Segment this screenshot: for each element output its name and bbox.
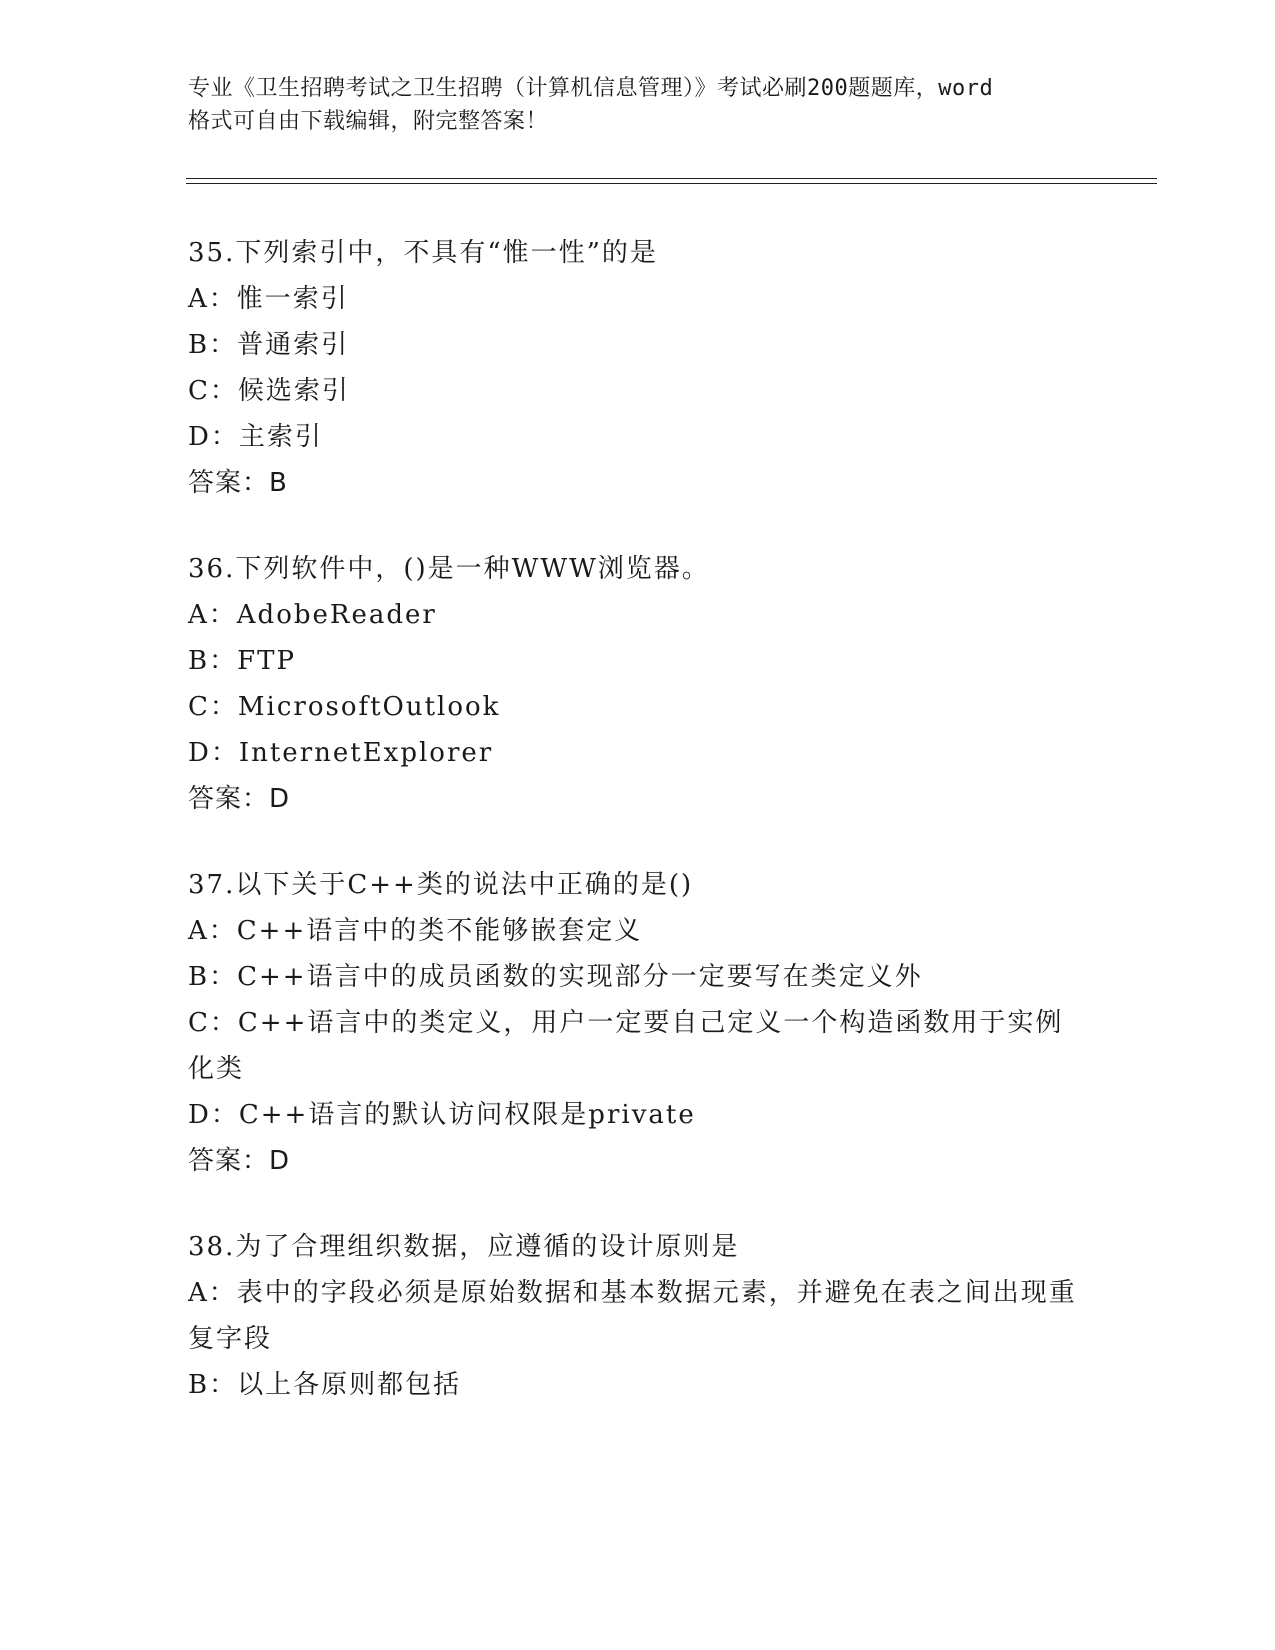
answer: 答案：B: [188, 468, 288, 498]
question-stem: 35.下列索引中，不具有“惟一性”的是: [188, 238, 658, 268]
question-37: [188, 862, 1088, 1184]
question-35: [188, 230, 1088, 506]
question-36: [188, 546, 1088, 822]
option-b: B：FTP: [188, 646, 296, 676]
question-38: [188, 1224, 1088, 1408]
option-b: B：普通索引: [188, 330, 350, 360]
option-a: A：表中的字段必须是原始数据和基本数据元素，并避免在表之间出现重复字段: [188, 1278, 1077, 1354]
question-stem: 38.为了合理组织数据，应遵循的设计原则是: [188, 1232, 740, 1262]
header-divider-top: [186, 178, 1157, 179]
option-c: C：候选索引: [188, 376, 350, 406]
option-a: A：惟一索引: [188, 284, 349, 314]
option-b: B：C++语言中的成员函数的实现部分一定要写在类定义外: [188, 962, 923, 992]
answer: 答案：D: [188, 784, 291, 814]
option-c: C：MicrosoftOutlook: [188, 692, 501, 722]
answer: 答案：D: [188, 1146, 291, 1176]
option-a: A：AdobeReader: [188, 600, 437, 630]
header-line-2: 格式可自由下载编辑，附完整答案！: [188, 109, 549, 134]
option-b: B：以上各原则都包括: [188, 1370, 462, 1400]
option-a: A：C++语言中的类不能够嵌套定义: [188, 916, 643, 946]
option-d: D：C++语言的默认访问权限是private: [188, 1100, 696, 1130]
document-header: [188, 72, 1088, 138]
header-divider-bottom: [186, 183, 1157, 184]
question-stem: 37.以下关于C++类的说法中正确的是(): [188, 870, 694, 900]
option-d: D：主索引: [188, 422, 323, 452]
header-line-1: 专业《卫生招聘考试之卫生招聘（计算机信息管理）》考试必刷200题题库，word: [188, 76, 994, 101]
question-stem: 36.下列软件中，()是一种WWW浏览器。: [188, 554, 710, 584]
option-d: D：InternetExplorer: [188, 738, 494, 768]
option-c: C：C++语言中的类定义，用户一定要自己定义一个构造函数用于实例化类: [188, 1008, 1064, 1084]
